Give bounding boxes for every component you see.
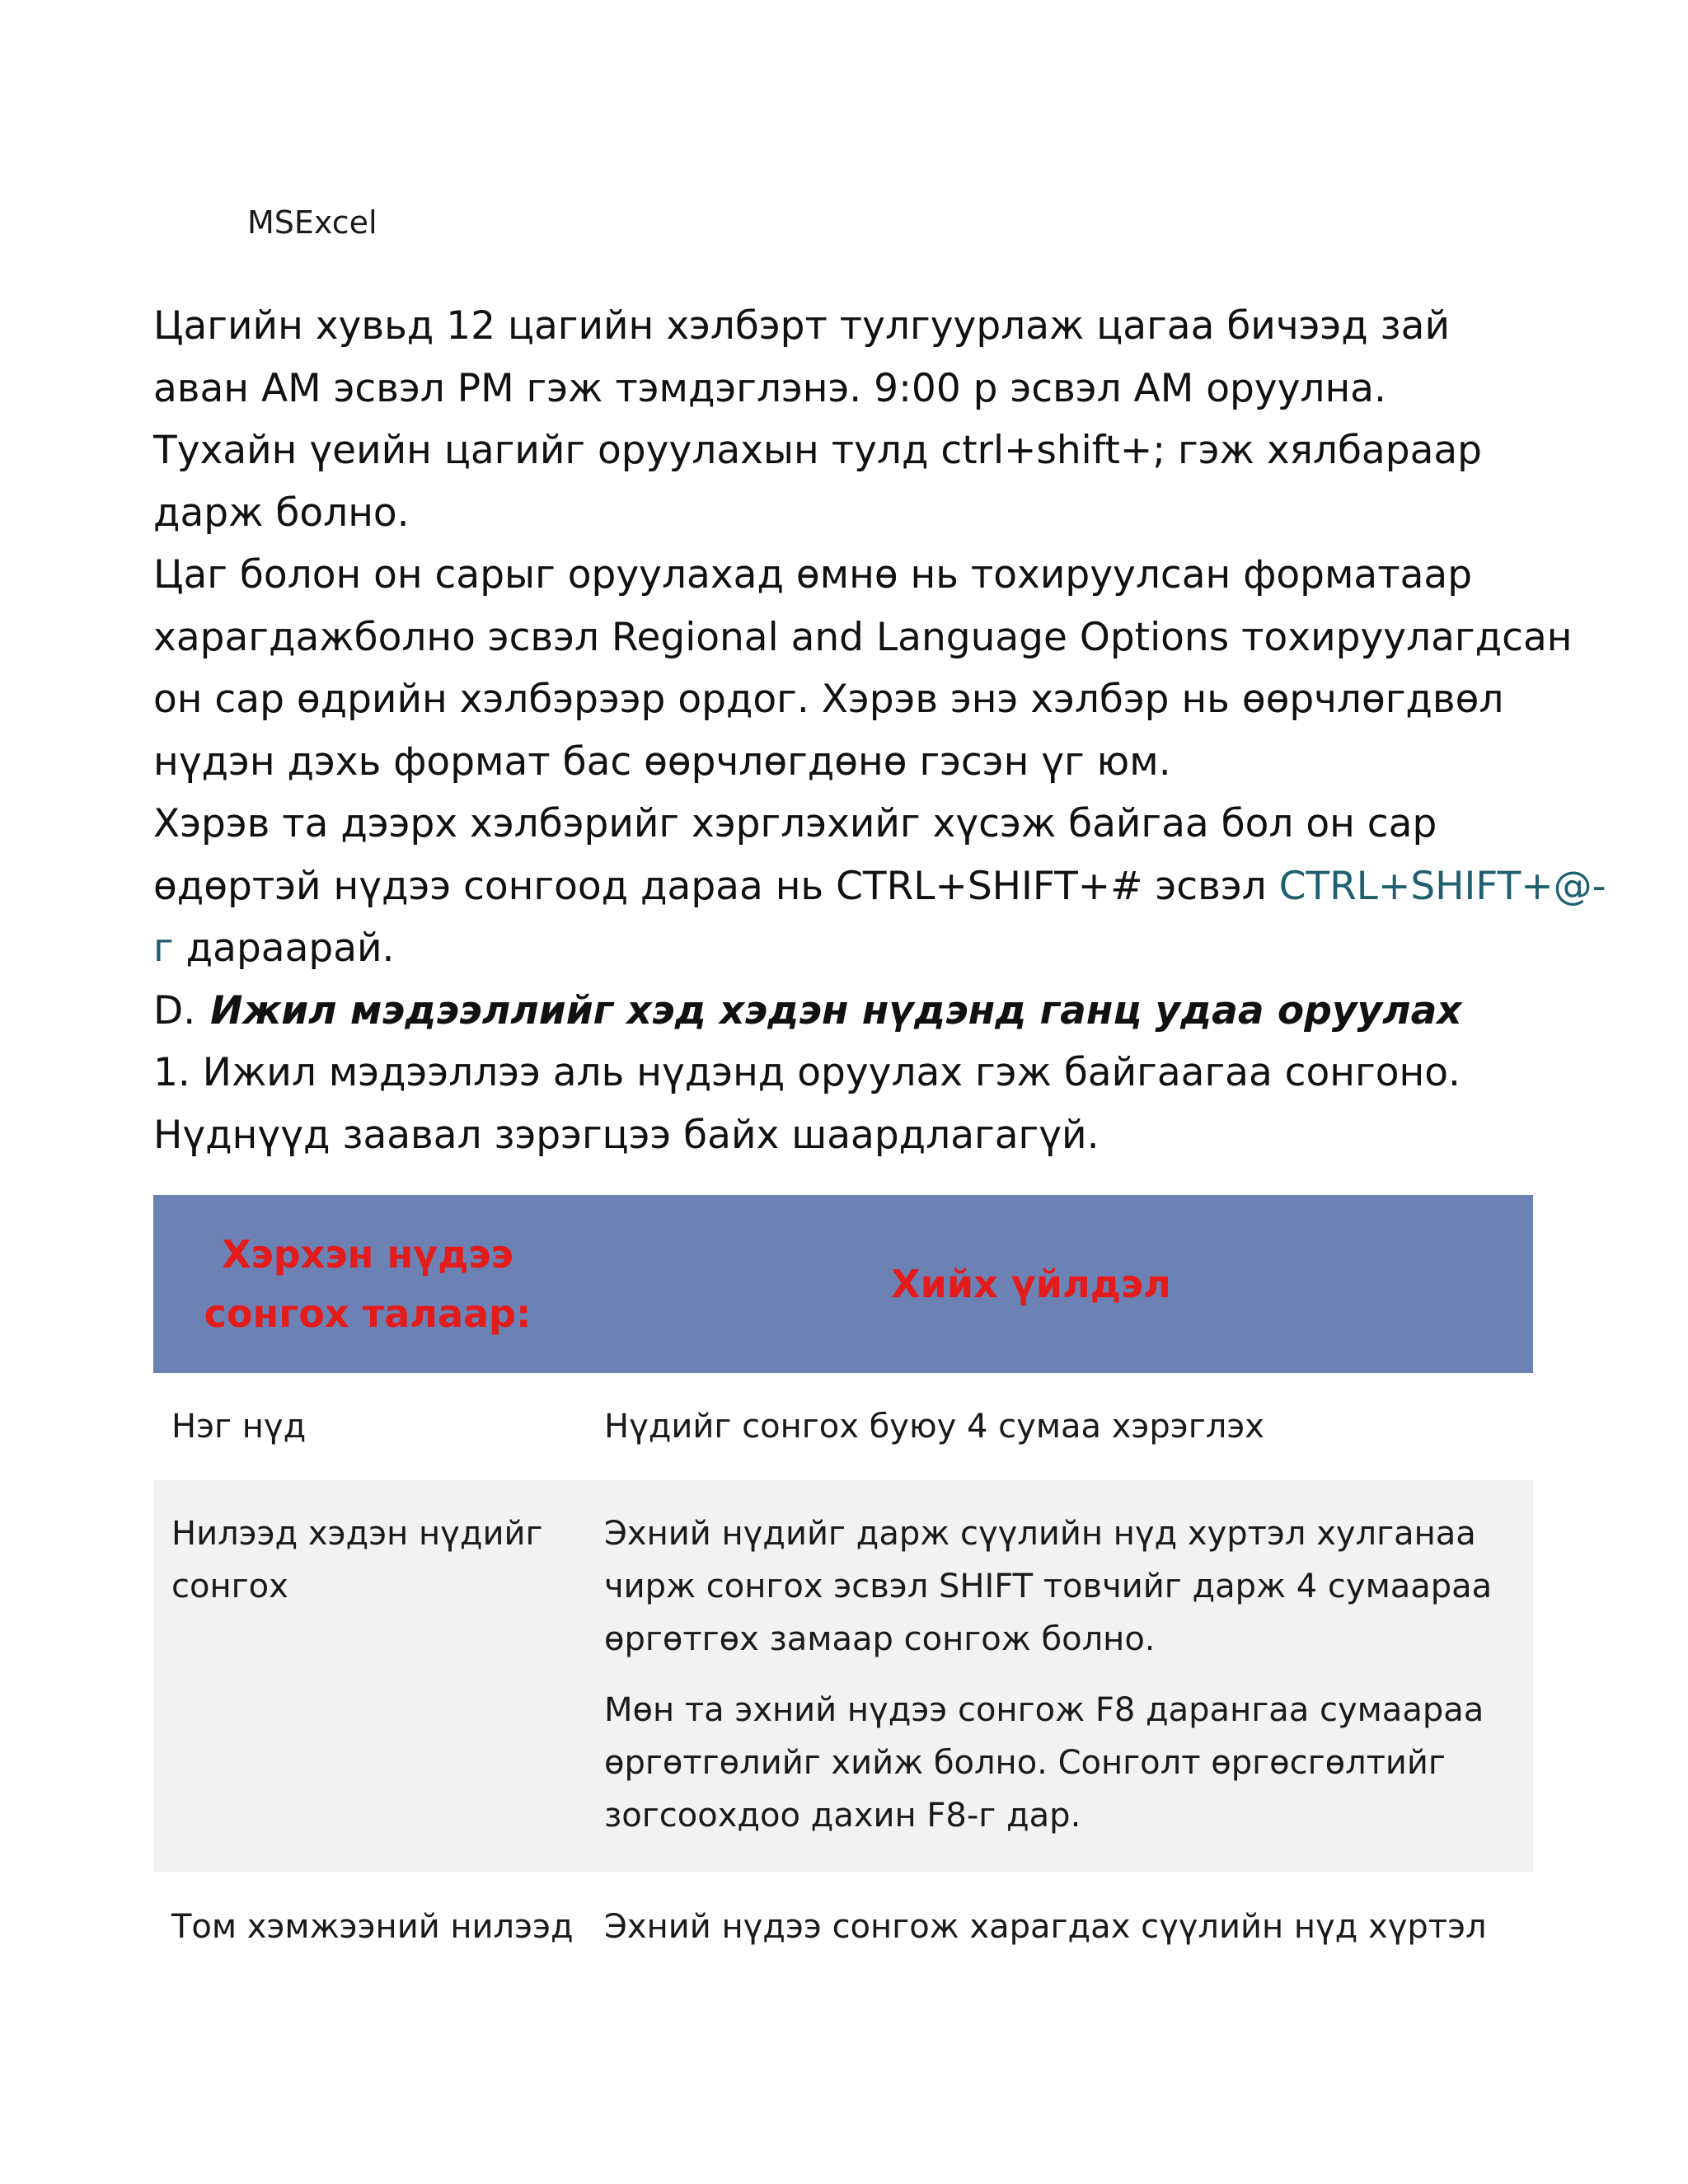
step-line: Нүднүүд заавал зэрэгцээ байх шаардлагагүй. bbox=[153, 1112, 1100, 1158]
body-line: Хэрэв та дээрх хэлбэрийг хэрглэхийг хүсэж байгаа бол он сар bbox=[153, 801, 1437, 846]
table-row bbox=[153, 1872, 1533, 1979]
table-row bbox=[153, 1480, 1533, 1872]
cell-paragraph: Эхний нүдээ сонгож харагдах сүүлийн нүд хүртэл bbox=[604, 1908, 1487, 1946]
body-text bbox=[153, 295, 1606, 1166]
shortcut-link[interactable]: г bbox=[153, 926, 174, 971]
table-header-right: Хийх үйлдэл bbox=[891, 1262, 1171, 1306]
table-row bbox=[153, 1373, 1533, 1480]
table-cell-right bbox=[604, 1507, 1519, 1842]
table-cell-left: Том хэмжээний нилээд bbox=[171, 1908, 574, 1946]
table-cell-right bbox=[604, 1900, 1519, 1953]
table-cell-right bbox=[604, 1400, 1519, 1453]
body-line: аван AM эсвэл PM гэж тэмдэглэнэ. 9:00 p эсвэл AM оруулна. bbox=[153, 365, 1386, 411]
body-line: Цаг болон он сарыг оруулахад өмнө нь тохируулсан форматаар bbox=[153, 552, 1473, 598]
body-line bbox=[153, 855, 1606, 918]
table-cell-left: Нилээд хэдэн нүдийг сонгох bbox=[171, 1515, 543, 1605]
cell-paragraph: Мөн та эхний нүдээ сонгож F8 дарангаа сумаараа өргөтгөлийг хийж болно. Сонголт өргөсгөлтийг зогсоохдоо дахин F8-г дар. bbox=[604, 1691, 1484, 1835]
header-left-line: сонгох талаар: bbox=[204, 1291, 532, 1336]
shortcut-link[interactable]: CTRL+SHIFT+@- bbox=[1278, 863, 1606, 909]
body-line bbox=[153, 917, 1554, 980]
body-line-text: дараарай. bbox=[173, 926, 395, 971]
header-left-line: Хэрхэн нүдээ bbox=[222, 1232, 513, 1277]
cell-paragraph: Эхний нүдийг дарж сүүлийн нүд хуртэл хулганаа чирж сонгох эсвэл SHIFT товчийг дарж 4 сумаараа өргөтгөх замаар сонгож болно. bbox=[604, 1515, 1493, 1658]
table-header bbox=[153, 1195, 1533, 1373]
body-line: Цагийн хувьд 12 цагийн хэлбэрт тулгуурлаж цагаа бичээд зай bbox=[153, 303, 1450, 349]
body-line: Тухайн үеийн цагийг оруулахын тулд ctrl+shift+; гэж хялбараар bbox=[153, 428, 1482, 473]
body-line-text: өдөртэй нүдээ сонгоод дараа нь CTRL+SHIFT+# эсвэл bbox=[153, 863, 1279, 909]
table-cell-left: Нэг нүд bbox=[171, 1408, 307, 1446]
section-title: Ижил мэдээллийг хэд хэдэн нүдэнд ганц удаа оруулах bbox=[210, 987, 1462, 1033]
table-header-left bbox=[186, 1225, 549, 1343]
body-line: нүдэн дэхь формат бас өөрчлөгдөнө гэсэн үг юм. bbox=[153, 738, 1171, 785]
body-line: он сар өдрийн хэлбэрээр ордог. Хэрэв энэ хэлбэр нь өөрчлөгдвөл bbox=[153, 677, 1504, 722]
section-letter: D. bbox=[153, 987, 196, 1033]
body-line: дарж болно. bbox=[153, 490, 410, 536]
body-line: харагдажболно эсвэл Regional and Language Options тохируулагдсан bbox=[153, 614, 1573, 660]
document-header: MSExcel bbox=[247, 204, 377, 241]
step-line: 1. Ижил мэдээллээ аль нүдэнд оруулах гэж байгаагаа сонгоно. bbox=[153, 1050, 1461, 1095]
cell-paragraph: Нүдийг сонгох буюу 4 сумаа хэрэглэх bbox=[604, 1408, 1264, 1446]
section-heading bbox=[153, 980, 1554, 1043]
